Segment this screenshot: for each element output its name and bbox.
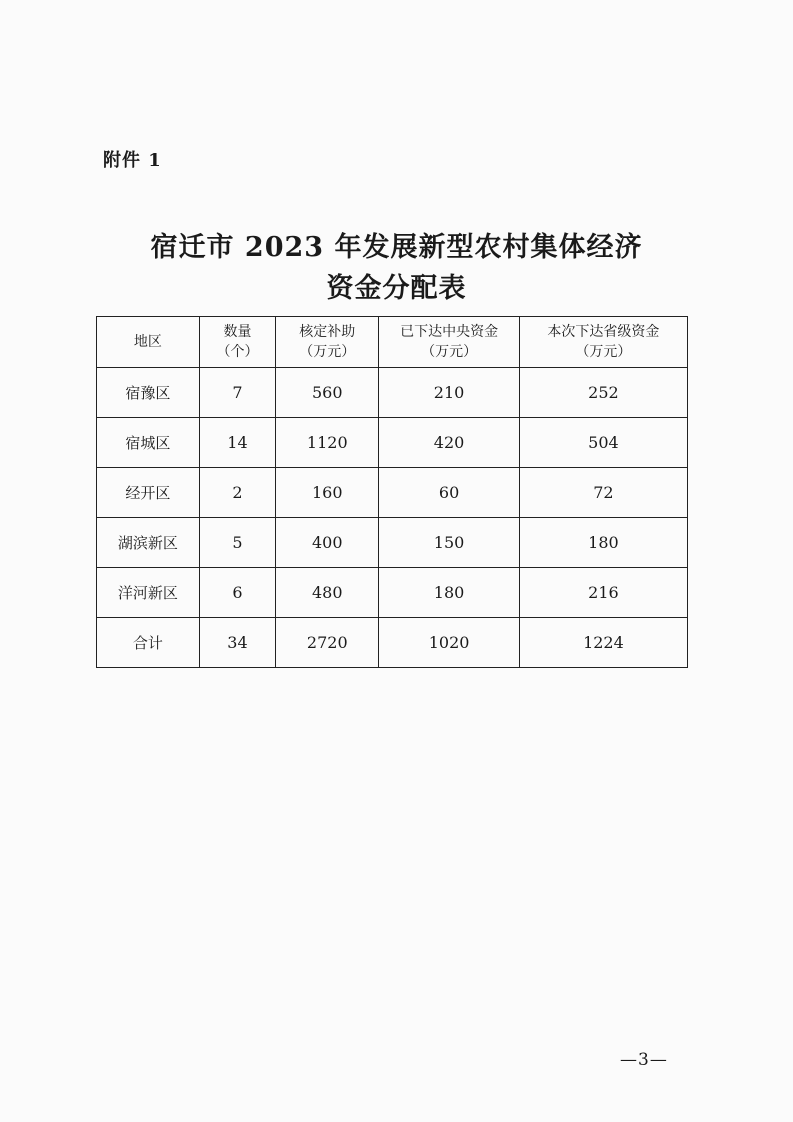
cell-count: 2 — [199, 468, 276, 518]
cell-region: 洋河新区 — [97, 568, 200, 618]
cell-region: 宿城区 — [97, 418, 200, 468]
header-label: 核定补助 — [299, 324, 356, 340]
cell-central: 180 — [379, 568, 520, 618]
cell-provincial: 252 — [519, 368, 687, 418]
document-title-line2: 资金分配表 — [326, 273, 467, 304]
cell-region: 经开区 — [97, 468, 200, 518]
header-unit: （万元） — [575, 344, 632, 360]
document-title-line1: 宿迁市 2023 年发展新型农村集体经济 — [150, 232, 643, 263]
header-count — [199, 317, 276, 368]
header-provincial-funds — [519, 317, 687, 368]
cell-region: 宿豫区 — [97, 368, 200, 418]
cell-subsidy: 2720 — [276, 618, 379, 668]
cell-region: 湖滨新区 — [97, 518, 200, 568]
cell-central: 1020 — [379, 618, 520, 668]
header-subsidy — [276, 317, 379, 368]
attachment-label: 附件 1 — [103, 150, 162, 171]
header-label: 地区 — [133, 334, 162, 350]
cell-region: 合计 — [97, 618, 200, 668]
table-row — [97, 518, 688, 568]
cell-provincial: 216 — [519, 568, 687, 618]
cell-provincial: 504 — [519, 418, 687, 468]
cell-subsidy: 480 — [276, 568, 379, 618]
header-unit: （个） — [216, 344, 259, 360]
header-label: 本次下达省级资金 — [547, 324, 660, 340]
cell-provincial: 72 — [519, 468, 687, 518]
header-label: 已下达中央资金 — [400, 324, 499, 340]
cell-provincial: 180 — [519, 518, 687, 568]
cell-central: 210 — [379, 368, 520, 418]
fund-allocation-table — [96, 316, 688, 668]
cell-count: 5 — [199, 518, 276, 568]
header-unit: （万元） — [421, 344, 478, 360]
cell-count: 14 — [199, 418, 276, 468]
cell-subsidy: 160 — [276, 468, 379, 518]
cell-central: 150 — [379, 518, 520, 568]
cell-subsidy: 1120 — [276, 418, 379, 468]
cell-central: 60 — [379, 468, 520, 518]
table-row — [97, 418, 688, 468]
header-unit: （万元） — [299, 344, 356, 360]
header-region — [97, 317, 200, 368]
table-row — [97, 468, 688, 518]
cell-subsidy: 560 — [276, 368, 379, 418]
cell-count: 34 — [199, 618, 276, 668]
header-label: 数量 — [223, 324, 252, 340]
cell-central: 420 — [379, 418, 520, 468]
cell-count: 7 — [199, 368, 276, 418]
header-central-funds — [379, 317, 520, 368]
cell-subsidy: 400 — [276, 518, 379, 568]
cell-count: 6 — [199, 568, 276, 618]
table-row-total — [97, 618, 688, 668]
cell-provincial: 1224 — [519, 618, 687, 668]
table-header-row — [97, 317, 688, 368]
table-row — [97, 368, 688, 418]
page-number: —3— — [620, 1050, 668, 1070]
table-row — [97, 568, 688, 618]
